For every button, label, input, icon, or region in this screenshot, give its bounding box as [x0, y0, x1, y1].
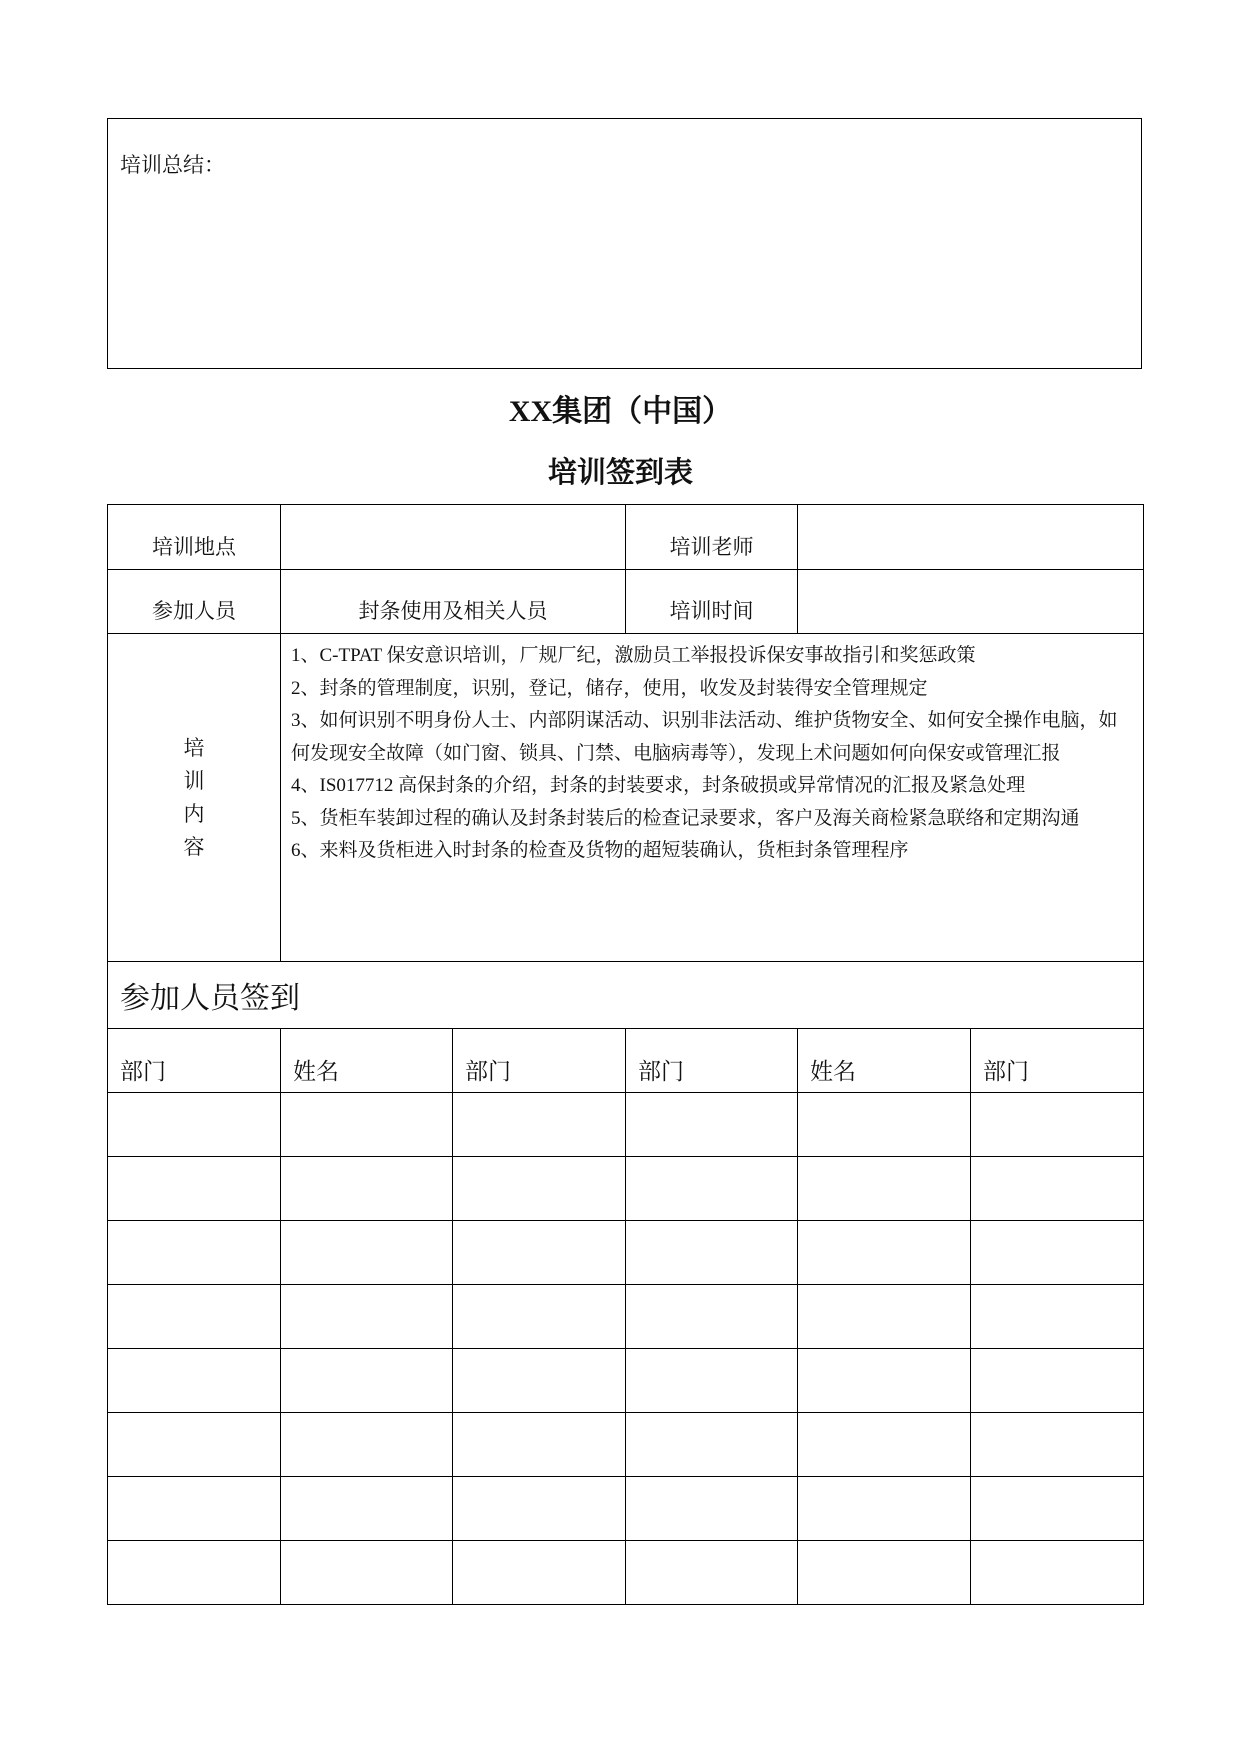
signin-row: [108, 1093, 1144, 1157]
signin-cell[interactable]: [281, 1413, 453, 1477]
signin-cell[interactable]: [453, 1477, 626, 1541]
header-name: 姓名: [281, 1029, 453, 1093]
signin-cell[interactable]: [626, 1349, 798, 1413]
signin-cell[interactable]: [798, 1157, 971, 1221]
content-label-char: 培: [183, 735, 205, 760]
content-label: [108, 634, 281, 962]
signin-cell[interactable]: [626, 1413, 798, 1477]
time-label: 培训时间: [626, 570, 798, 634]
header-department: 部门: [453, 1029, 626, 1093]
signin-cell[interactable]: [453, 1157, 626, 1221]
signin-cell[interactable]: [971, 1541, 1144, 1605]
signin-cell[interactable]: [971, 1349, 1144, 1413]
header-name: 姓名: [798, 1029, 971, 1093]
signin-cell[interactable]: [281, 1349, 453, 1413]
signin-cell[interactable]: [453, 1221, 626, 1285]
time-field[interactable]: [798, 570, 1144, 634]
content-label-char: 训: [183, 768, 205, 793]
signin-cell[interactable]: [798, 1221, 971, 1285]
content-item: 2、封条的管理制度，识别，登记，储存，使用，收发及封装得安全管理规定: [291, 677, 928, 699]
content-item: 3、如何识别不明身份人士、内部阴谋活动、识别非法活动、维护货物安全、如何安全操作电脑，如何发现安全故障（如门窗、锁具、门禁、电脑病毒等），发现上术问题如何向保安或管理汇报: [291, 710, 1118, 764]
signin-cell[interactable]: [453, 1349, 626, 1413]
signin-cell[interactable]: [108, 1221, 281, 1285]
signin-cell[interactable]: [281, 1221, 453, 1285]
signin-row: [108, 1541, 1144, 1605]
signin-cell[interactable]: [453, 1093, 626, 1157]
signin-cell[interactable]: [626, 1157, 798, 1221]
company-name: XX集团（中国）: [508, 395, 733, 428]
header-department: 部门: [971, 1029, 1144, 1093]
content-label-char: 容: [183, 834, 205, 859]
signin-cell[interactable]: [626, 1541, 798, 1605]
signin-cell[interactable]: [798, 1413, 971, 1477]
signin-row: [108, 1157, 1144, 1221]
signin-cell[interactable]: [798, 1541, 971, 1605]
signin-cell[interactable]: [971, 1477, 1144, 1541]
attendees-label: 参加人员: [108, 570, 281, 634]
signin-title: 参加人员签到: [108, 962, 1144, 1029]
signin-row: [108, 1413, 1144, 1477]
signin-cell[interactable]: [281, 1093, 453, 1157]
signin-cell[interactable]: [626, 1221, 798, 1285]
content-item: 4、IS017712 高保封条的介绍，封条的封装要求，封条破损或异常情况的汇报及紧急处理: [291, 775, 1026, 796]
content-item: 1、C-TPAT 保安意识培训，厂规厂纪，激励员工举报投诉保安事故指引和奖惩政策: [291, 645, 976, 666]
signin-cell[interactable]: [626, 1477, 798, 1541]
signin-cell[interactable]: [971, 1221, 1144, 1285]
signin-cell[interactable]: [108, 1285, 281, 1349]
signin-cell[interactable]: [281, 1477, 453, 1541]
training-summary-box[interactable]: [107, 118, 1142, 369]
signin-cell[interactable]: [626, 1093, 798, 1157]
signin-cell[interactable]: [798, 1477, 971, 1541]
signin-cell[interactable]: [108, 1541, 281, 1605]
signin-table: [107, 504, 1144, 1605]
teacher-field[interactable]: [798, 505, 1144, 570]
signin-cell[interactable]: [971, 1093, 1144, 1157]
signin-cell[interactable]: [798, 1349, 971, 1413]
teacher-label: 培训老师: [626, 505, 798, 570]
signin-cell[interactable]: [108, 1157, 281, 1221]
signin-cell[interactable]: [453, 1285, 626, 1349]
attendees-field[interactable]: 封条使用及相关人员: [281, 570, 626, 634]
summary-label: 培训总结：: [120, 153, 225, 177]
form-title: 培训签到表: [547, 457, 693, 489]
content-list: [281, 634, 1144, 962]
signin-cell[interactable]: [798, 1093, 971, 1157]
signin-cell[interactable]: [626, 1285, 798, 1349]
signin-row: [108, 1477, 1144, 1541]
signin-cell[interactable]: [281, 1157, 453, 1221]
header-department: 部门: [108, 1029, 281, 1093]
signin-cell[interactable]: [108, 1477, 281, 1541]
signin-cell[interactable]: [453, 1413, 626, 1477]
signin-cell[interactable]: [453, 1541, 626, 1605]
signin-cell[interactable]: [971, 1413, 1144, 1477]
signin-cell[interactable]: [971, 1157, 1144, 1221]
signin-cell[interactable]: [281, 1285, 453, 1349]
header-department: 部门: [626, 1029, 798, 1093]
signin-row: [108, 1349, 1144, 1413]
signin-cell[interactable]: [108, 1413, 281, 1477]
signin-cell[interactable]: [108, 1093, 281, 1157]
location-field[interactable]: [281, 505, 626, 570]
content-item: 5、货柜车装卸过程的确认及封条封装后的检查记录要求，客户及海关商检紧急联络和定期沟通: [291, 807, 1080, 829]
signin-cell[interactable]: [108, 1349, 281, 1413]
signin-cell[interactable]: [798, 1285, 971, 1349]
signin-cell[interactable]: [281, 1541, 453, 1605]
signin-cell[interactable]: [971, 1285, 1144, 1349]
content-label-char: 内: [183, 801, 205, 826]
signin-row: [108, 1285, 1144, 1349]
content-item: 6、来料及货柜进入时封条的检查及货物的超短装确认，货柜封条管理程序: [291, 840, 909, 861]
signin-row: [108, 1221, 1144, 1285]
location-label: 培训地点: [108, 505, 281, 570]
